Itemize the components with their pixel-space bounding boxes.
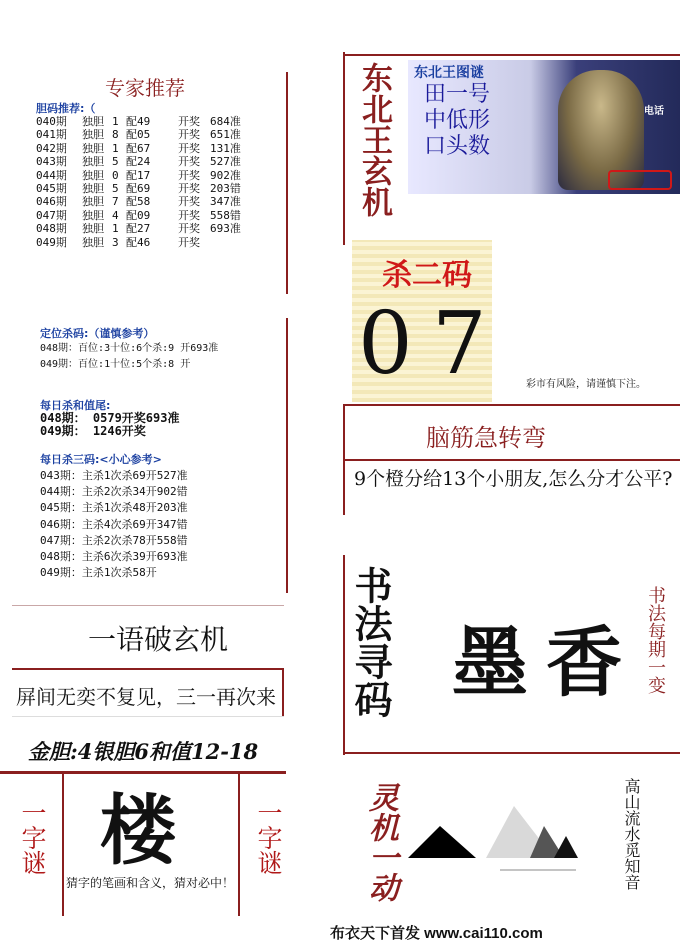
position-kill-line: 048期：百位:3十位:6个杀:9 开693准 [40,343,219,354]
dan-cell-kind: 独胆 [82,168,104,182]
dan-row [36,182,270,195]
dan-cell-kj: 开奖 [178,222,200,236]
dan-cell-pei: 配69 [126,182,151,196]
divider [282,668,284,716]
divider [12,716,284,717]
daily-three-line: 045期：主杀1次杀48开203准 [40,501,188,515]
dan-row [36,115,270,128]
position-kill-label: 定位杀码:（谨慎参考） [40,327,155,340]
daily-three-line: 043期：主杀1次杀69开527准 [40,469,188,482]
kill-title: 杀二码 [382,258,472,293]
dan-cell-pei: 配05 [126,128,151,142]
position-kill-line: 049期：百位:1十位:5个杀:8 开 [40,359,191,370]
dan-cell-result: 131准 [210,141,241,155]
dan-cell-kj: 开奖 [178,155,200,169]
dan-cell-result: 527准 [210,155,241,169]
dan-cell-kind: 独胆 [82,128,104,142]
dan-row [36,222,270,235]
linggan-vert: 灵机一动 [363,782,398,902]
dan-cell-kj: 开奖 [178,128,200,142]
yizi-hint: 猜字的笔画和含义，猜对必中！ [66,876,235,890]
dan-cell-kind: 独胆 [82,208,104,222]
dan-cell-kind: 独胆 [82,182,104,196]
footer: 布衣天下首发 www.cai110.com [330,925,543,942]
dan-cell-period: 041期 [36,128,67,142]
divider [343,405,345,515]
dan-cell-num: 7 [112,195,119,209]
dan-cell-kind: 独胆 [82,115,104,128]
daily-three-line: 049期：主杀1次杀58开 [40,566,157,580]
dan-cell-period: 048期 [36,222,67,236]
dan-cell-period: 043期 [36,155,67,169]
daily-three-line: 044期：主杀2次杀34开902错 [40,485,188,499]
poem-vert: 高山流水觅知音 [622,778,641,890]
stamp-icon [608,170,672,190]
dan-cell-kind: 独胆 [82,155,104,169]
divider [12,668,284,670]
dan-cell-pei: 配24 [126,155,151,169]
dan-row [36,195,270,208]
dongbei-vert: 东北王玄机 [356,62,392,217]
dan-cell-pei: 配49 [126,115,151,128]
dan-cell-kind: 独胆 [82,235,104,249]
dongbei-lines [424,82,490,160]
dan-cell-result: 347准 [210,195,241,209]
divider [62,774,64,916]
dan-cell-kind: 独胆 [82,222,104,236]
dan-cell-kj: 开奖 [178,141,200,155]
dongbei-phone: 电话 [644,106,664,117]
dan-cell-result: 902准 [210,168,241,182]
dan-cell-kj: 开奖 [178,115,200,128]
divider [12,605,284,606]
yizi-char: 楼 [100,786,176,875]
daily-sum-line: 049期： 1246开奖 [40,424,146,438]
dan-cell-period: 049期 [36,235,67,249]
dongbei-line: 中低形 [424,108,491,133]
dan-cell-num: 1 [112,141,119,155]
yizi-right: 一字谜 [254,800,283,875]
dan-cell-kj: 开奖 [178,182,200,196]
dan-cell-period: 042期 [36,141,67,155]
dan-cell-num: 8 [112,128,119,142]
divider [238,774,240,916]
dan-cell-num: 1 [112,115,119,128]
dan-cell-num: 5 [112,155,119,169]
risk-note: 彩市有风险，请谨慎下注。 [526,379,646,390]
dan-cell-num: 5 [112,182,119,196]
riddle-text: 9个橙分给13个小朋友,怎么分才公平? [354,468,673,490]
dan-cell-pei: 配09 [126,208,151,222]
dan-cell-result: 558错 [210,208,241,222]
dan-cell-kj: 开奖 [178,235,200,249]
dan-cell-kind: 独胆 [82,195,104,209]
dan-row [36,142,270,155]
right-top-rule [343,52,345,245]
dan-cell-result: 651准 [210,128,241,142]
dan-cell-period: 040期 [36,115,67,128]
dan-cell-kj: 开奖 [178,168,200,182]
daily-three-line: 046期：主杀4次杀69开347错 [40,517,188,531]
dan-cell-num: 4 [112,208,119,222]
dongbei-line: 口头数 [424,134,491,159]
kill-digit: 7 [432,294,487,394]
dan-cell-num: 3 [112,235,119,249]
gold-line: 金胆:4银胆6和值12-18 [28,739,259,764]
dan-row [36,236,270,249]
dongbei-line: 田一号 [424,82,491,107]
position-kill-list [40,341,218,373]
daily-three-list [40,468,188,581]
dan-cell-period: 046期 [36,195,67,209]
dan-label: 胆码推荐:（ [36,102,96,115]
dan-cell-num: 1 [112,222,119,236]
left-top-rule [286,72,288,294]
kill-box [352,240,492,402]
dan-row [36,169,270,182]
divider [343,459,680,461]
dan-row [36,128,270,141]
divider [343,54,680,56]
daily-three-label: 每日杀三码:<小心参考> [40,453,162,466]
expert-title: 专家推荐 [105,76,185,100]
dan-cell-kind: 独胆 [82,141,104,155]
yizi-left: 一字谜 [18,800,47,875]
dan-cell-result: 203错 [210,182,241,196]
dongbei-img-title: 东北王图谜 [414,65,484,81]
mountain-icon [404,796,584,880]
dan-cell-period: 044期 [36,168,67,182]
daily-sum-line: 048期： 0579开奖693准 [40,411,180,425]
dongbei-image [408,60,680,194]
daily-three-line: 047期：主杀2次杀78开558错 [40,533,188,547]
dan-cell-pei: 配27 [126,222,151,236]
dan-cell-period: 045期 [36,182,67,196]
dan-cell-result: 684准 [210,115,241,128]
daily-sum-label: 每日杀和值尾: [40,399,111,412]
divider [343,555,345,755]
yiyu-title: 一语破玄机 [88,623,229,656]
dan-cell-pei: 配46 [126,235,151,249]
dan-cell-period: 047期 [36,208,67,222]
dan-cell-pei: 配17 [126,168,151,182]
yiyu-text: 屏间无奕不复见，三一再次来 [16,685,276,709]
daily-three-line: 048期：主杀6次杀39开693准 [40,550,188,564]
riddle-title: 脑筋急转弯 [426,424,546,452]
shufa-chars: 墨香 [452,618,640,707]
dan-cell-pei: 配67 [126,141,151,155]
dan-cell-kj: 开奖 [178,208,200,222]
shufa-side: 书法每期一变 [645,586,666,694]
shufa-vert: 书法寻码 [348,566,393,718]
dan-cell-num: 0 [112,168,119,182]
left-mid-rule [286,318,288,593]
divider [343,752,680,754]
kill-digit: 0 [358,294,413,394]
dan-cell-result: 693准 [210,222,241,236]
daily-sum-list [40,412,179,438]
dan-cell-pei: 配58 [126,195,151,209]
dan-row [36,155,270,168]
dan-cell-kj: 开奖 [178,195,200,209]
dan-table [36,115,270,249]
divider [343,404,680,406]
dan-row [36,209,270,222]
